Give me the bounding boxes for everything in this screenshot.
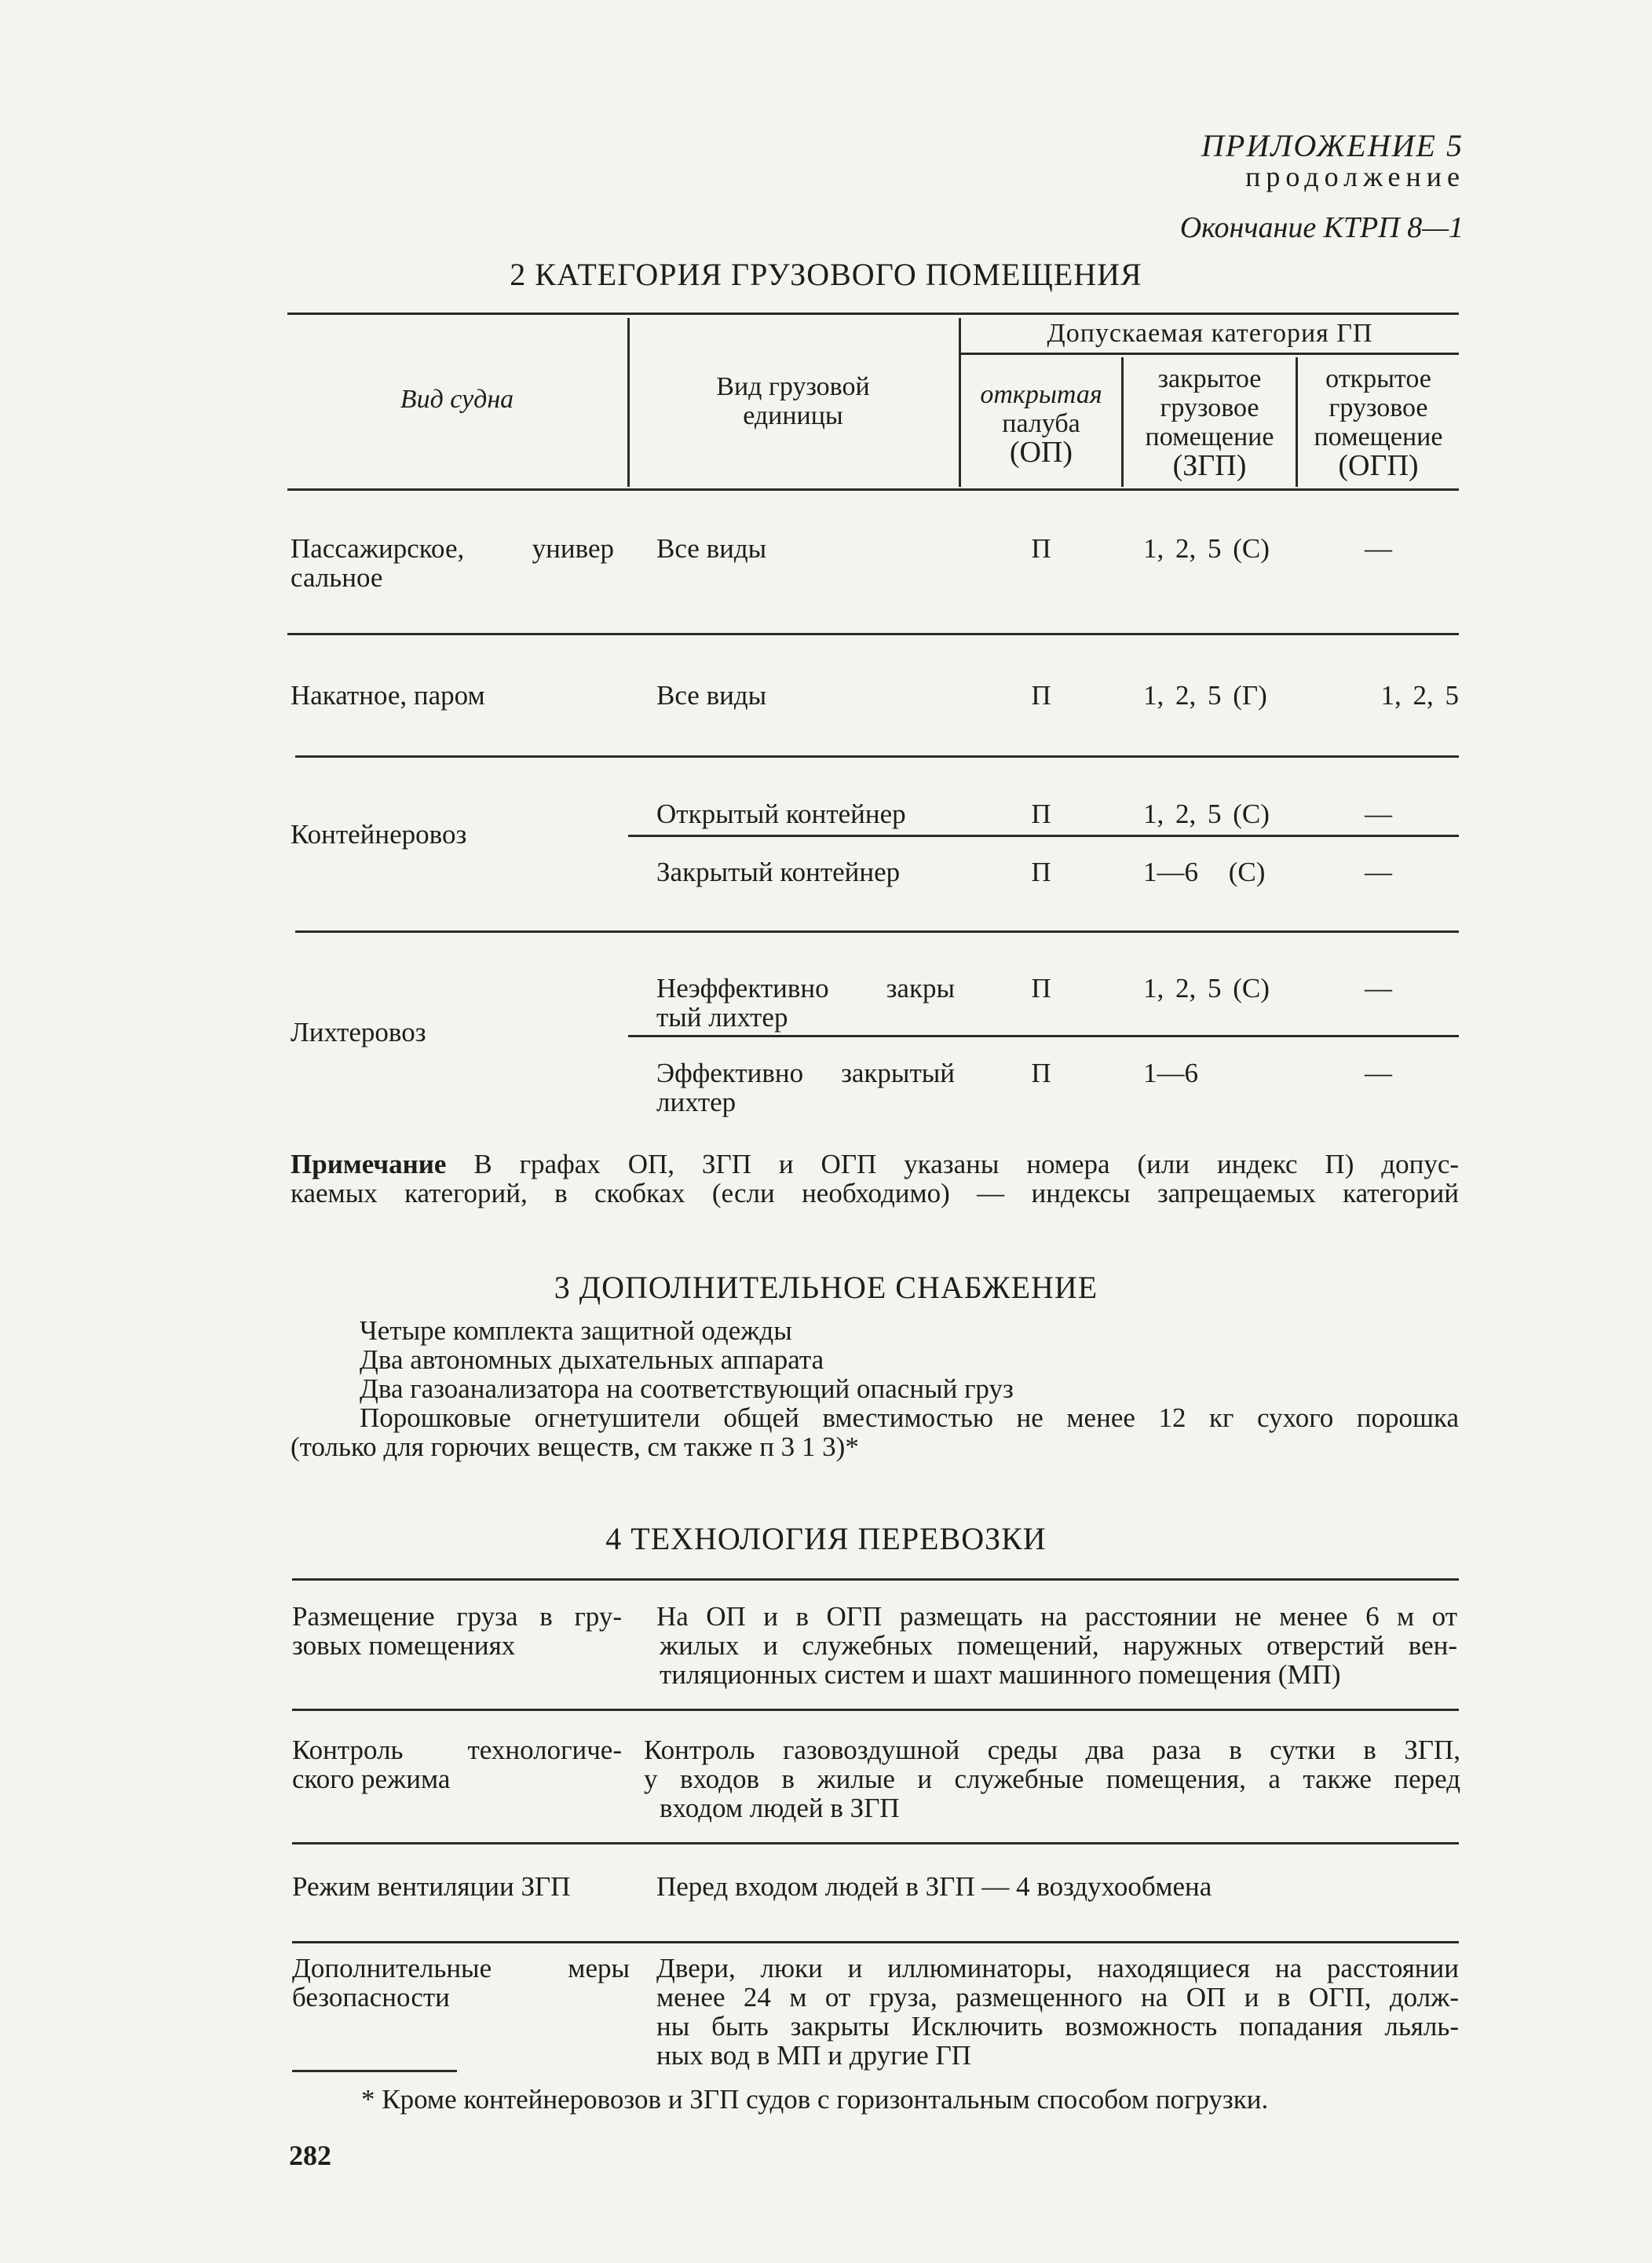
section-2-title: 2 КАТЕГОРИЯ ГРУЗОВОГО ПОМЕЩЕНИЯ [510, 257, 1142, 292]
row-text: На ОП и в ОГП размещать на расстоянии не менее 6 м от жилых и служебных помещений, наружных отверстий вен- тиляционных систем и шахт машинного помещения (МП) [656, 1601, 1457, 1690]
open-deck-cell: П [1031, 680, 1051, 711]
row-label: Режим вентиляции ЗГП [292, 1871, 571, 1902]
closed-space-cell: 1, 2, 5 (С) [1143, 973, 1270, 1004]
cargo-unit-cell: Эффективно закрытый лихтер [656, 1058, 955, 1117]
col-open-deck: открытая палуба (ОП) [980, 380, 1102, 469]
open-space-cell: — [1365, 1058, 1392, 1088]
ship-type-cell: Пассажирское, универ сальное [291, 533, 614, 593]
closed-space-cell: 1, 2, 5 (С) [1143, 533, 1270, 564]
section-4-title: 4 ТЕХНОЛОГИЯ ПЕРЕВОЗКИ [605, 1521, 1047, 1556]
open-deck-cell: П [1031, 799, 1051, 829]
list-item: Два газоанализатора на соответствующий опасный груз [360, 1373, 1014, 1404]
col-ship-type: Вид судна [400, 385, 514, 414]
table-note [291, 1150, 1459, 1208]
open-deck-cell: П [1031, 857, 1051, 887]
open-space-cell: — [1365, 799, 1392, 829]
open-deck-cell: П [1031, 973, 1051, 1004]
cargo-unit-cell: Открытый контейнер [656, 799, 906, 829]
closed-space-cell: 1—6 (С) [1143, 857, 1266, 887]
list-item: (только для горючих веществ, см также п 3 1 3)* [291, 1431, 859, 1462]
open-space-cell: — [1365, 973, 1392, 1004]
row-label: Размещение груза в гру- зовых помещениях [292, 1601, 622, 1661]
open-space-cell: — [1365, 857, 1392, 887]
ship-type-cell: Контейнеровоз [291, 819, 467, 850]
closed-space-cell: 1—6 [1143, 1058, 1198, 1088]
footnote: * Кроме контейнеровозов и ЗГП судов с горизонтальным способом погрузки. [361, 2084, 1269, 2115]
closed-space-cell: 1, 2, 5 (С) [1143, 799, 1270, 829]
note-label: Примечание [291, 1149, 447, 1179]
col-allowed-category: Допускаемая категория ГП [1047, 319, 1373, 348]
list-item: Четыре комплекта защитной одежды [360, 1315, 792, 1346]
cargo-unit-cell: Неэффективно закры тый лихтер [656, 973, 955, 1033]
open-deck-cell: П [1031, 533, 1051, 564]
row-text: Двери, люки и иллюминаторы, находящиеся на расстоянии менее 24 м от груза, размещенного на ОП и в ОГП, долж- ны быть закрыты Исключить возможность попадания льяль- ных вод в МП и другие ГП [656, 1953, 1459, 2071]
row-text: Перед входом людей в ЗГП — 4 воздухообмена [656, 1871, 1212, 1902]
list-item: Порошковые огнетушители общей вместимостью не менее 12 кг сухого порошка [360, 1402, 1459, 1433]
table-end-note: Окончание КТРП 8—1 [1179, 211, 1464, 244]
section-3-title: 3 ДОПОЛНИТЕЛЬНОЕ СНАБЖЕНИЕ [554, 1270, 1098, 1305]
closed-space-cell: 1, 2, 5 (Г) [1143, 680, 1267, 711]
col-closed-space: закрытое грузовое помещение (ЗГП) [1145, 364, 1274, 482]
note-text-line1: В графах ОП, ЗГП и ОГП указаны номера (или индекс П) допус- [473, 1149, 1460, 1179]
row-label: Дополнительные меры безопасности [292, 1953, 630, 2013]
appendix-heading: ПРИЛОЖЕНИЕ 5 [1201, 128, 1464, 163]
page-number: 282 [289, 2140, 331, 2171]
list-item: Два автономных дыхательных аппарата [360, 1344, 824, 1375]
row-text: Контроль газовоздушной среды два раза в сутки в ЗГП, у входов в жилые и служебные помещения, а также перед входом людей в ЗГП [644, 1735, 1460, 1823]
supply-list [291, 1316, 1459, 1461]
continuation-label: продолжение [1245, 161, 1465, 192]
open-space-cell: 1, 2, 5 [1380, 680, 1459, 711]
note-text-line2: каемых категорий, в скобках (если необходимо) — индексы запрещаемых категорий [291, 1178, 1459, 1208]
ship-type-cell: Лихтеровоз [291, 1017, 426, 1047]
open-deck-cell: П [1031, 1058, 1051, 1088]
cargo-unit-cell: Закрытый контейнер [656, 857, 901, 887]
cargo-unit-cell: Все виды [656, 680, 767, 711]
col-open-space: открытое грузовое помещение (ОГП) [1314, 364, 1443, 482]
cargo-unit-cell: Все виды [656, 533, 767, 564]
row-label: Контроль технологиче- ского режима [292, 1735, 622, 1794]
open-space-cell: — [1365, 533, 1392, 564]
col-cargo-unit: Вид грузовой единицы [716, 372, 870, 430]
ship-type-cell: Накатное, паром [291, 680, 485, 711]
